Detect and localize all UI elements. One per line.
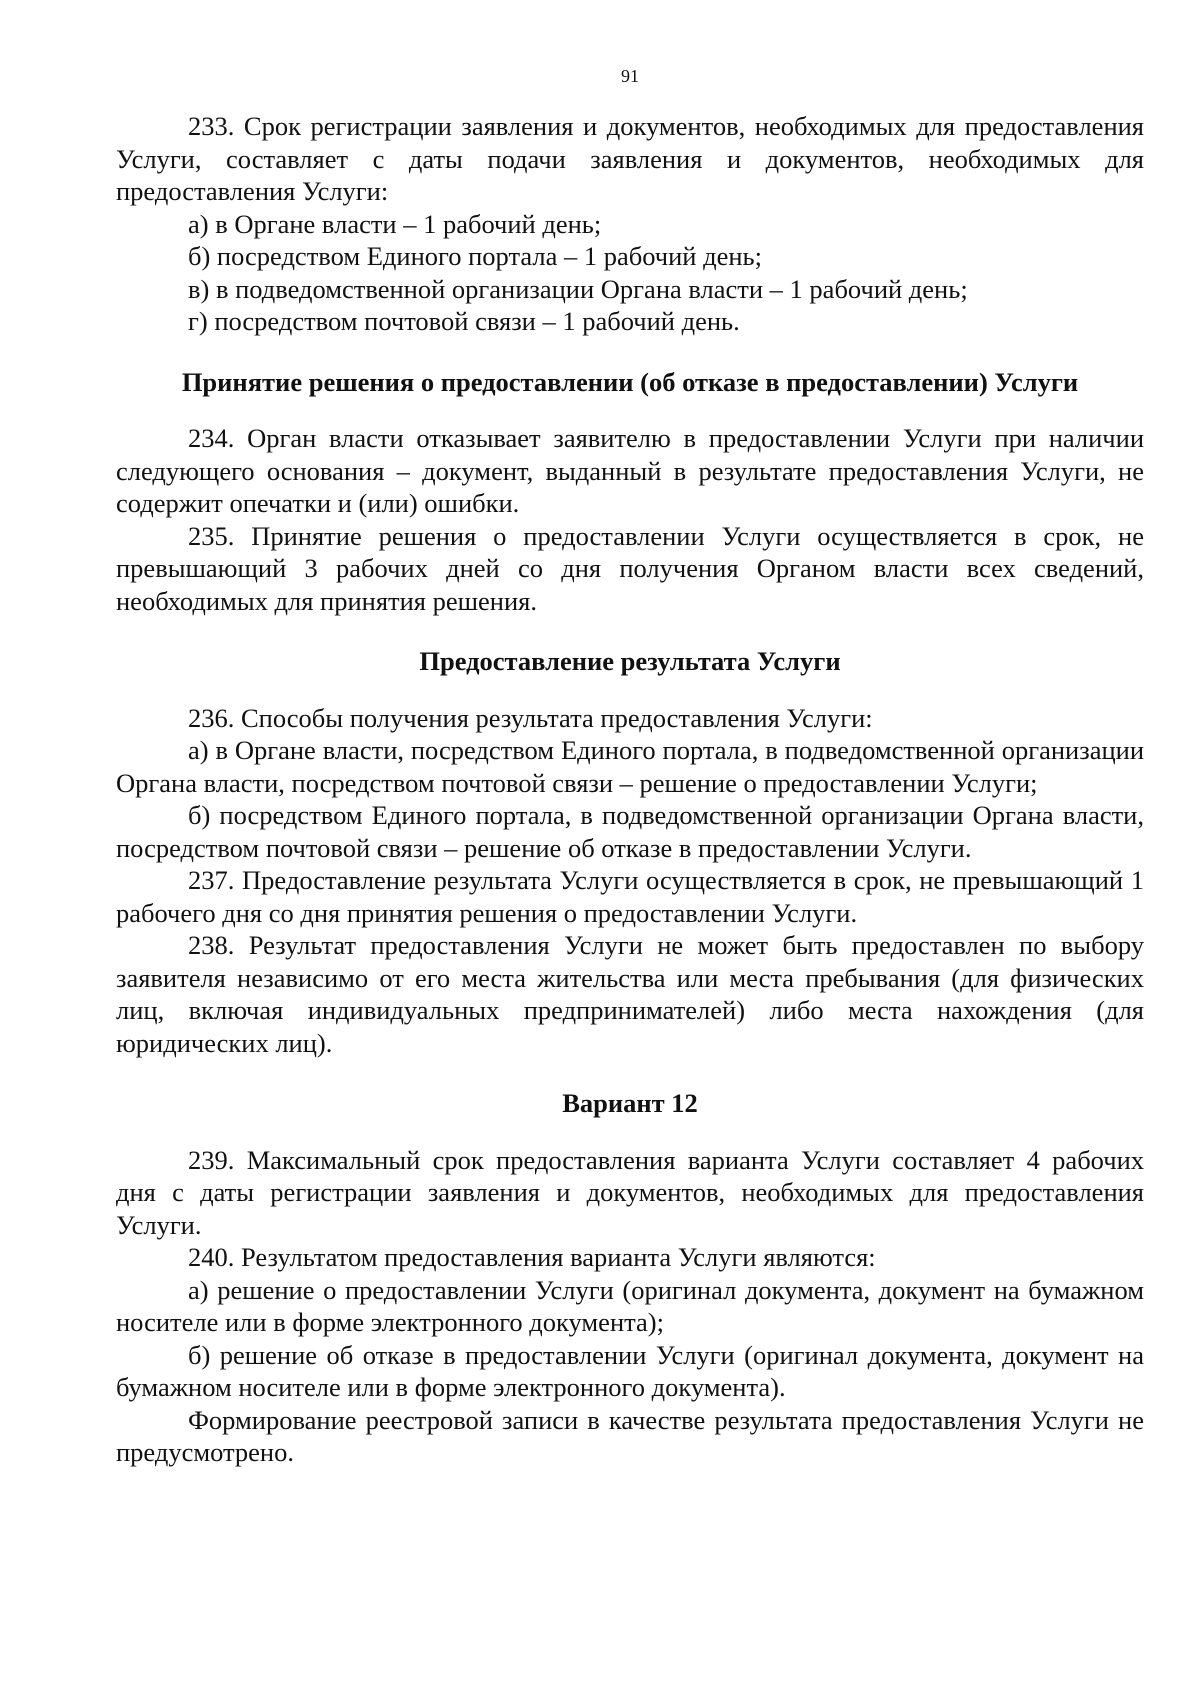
spacer	[116, 678, 1144, 702]
paragraph-239: 239. Максимальный срок предоставления варианта Услуги составляет 4 рабочих дня с даты регистрации заявления и документов, необходимых для предоставления Услуги.	[116, 1144, 1144, 1240]
paragraph-registry-record: Формирование реестровой записи в качестве результата предоставления Услуги не предусмотрено.	[116, 1404, 1144, 1467]
paragraph-237: 237. Предоставление результата Услуги осуществляется в срок, не превышающий 1 рабочего дня со дня принятия решения о предоставлении Услуги.	[116, 865, 1144, 928]
paragraph-234: 234. Орган власти отказывает заявителю в предоставлении Услуги при наличии следующего основания – документ, выданный в результате предоставления Услуги, не содержит опечатки и (или) ошибки.	[116, 423, 1144, 518]
paragraph-233-v: в) в подведомственной организации Органа власти – 1 рабочий день;	[188, 273, 968, 304]
spacer	[116, 338, 1144, 366]
heading-result: Предоставление результата Услуги	[419, 646, 841, 676]
paragraph-233-a: а) в Органе власти – 1 рабочий день;	[188, 208, 602, 239]
spacer	[116, 617, 1144, 645]
paragraph-235: 235. Принятие решения о предоставлении Услуги осуществляется в срок, не превышающий 3 рабочих дней со дня получения Органом власти всех сведений, необходимых для принятия решения.	[116, 520, 1144, 616]
paragraph-240-b: б) решение об отказе в предоставлении Услуги (оригинал документа, документ на бумажном носителе или в форме электронного документа).	[116, 1339, 1144, 1402]
spacer	[116, 398, 1144, 422]
paragraph-236-a: а) в Органе власти, посредством Единого портала, в подведомственной организации Органа власти, посредством почтовой связи – решение о предоставлении Услуги;	[116, 735, 1144, 798]
heading-variant-12: Вариант 12	[562, 1088, 698, 1118]
paragraph-236: 236. Способы получения результата предоставления Услуги:	[188, 702, 873, 733]
paragraph-238: 238. Результат предоставления Услуги не может быть предоставлен по выбору заявителя независимо от его места жительства или места пребывания (для физических лиц, включая индивидуальных предпринимателей) либо места нахождения (для юридических лиц).	[116, 930, 1144, 1058]
paragraph-236-b: б) посредством Единого портала, в подведомственной организации Органа власти, посредством почтовой связи – решение об отказе в предоставлении Услуги.	[116, 800, 1144, 863]
paragraph-233-g: г) посредством почтовой связи – 1 рабочий день.	[188, 306, 740, 336]
spacer	[116, 1059, 1144, 1087]
paragraph-240-a: а) решение о предоставлении Услуги (оригинал документа, документ на бумажном носителе или в форме электронного документа);	[116, 1274, 1144, 1337]
heading-decision: Принятие решения о предоставлении (об отказе в предоставлении) Услуги	[181, 366, 1079, 397]
paragraph-240: 240. Результатом предоставления варианта Услуги являются:	[188, 1242, 876, 1272]
paragraph-233-b: б) посредством Единого портала – 1 рабочий день;	[188, 241, 762, 271]
paragraph-233: 233. Срок регистрации заявления и документов, необходимых для предоставления Услуги, составляет с даты подачи заявления и документов, необходимых для предоставления Услуги:	[116, 111, 1144, 206]
page-number: 91	[621, 66, 639, 86]
spacer	[116, 1120, 1144, 1144]
